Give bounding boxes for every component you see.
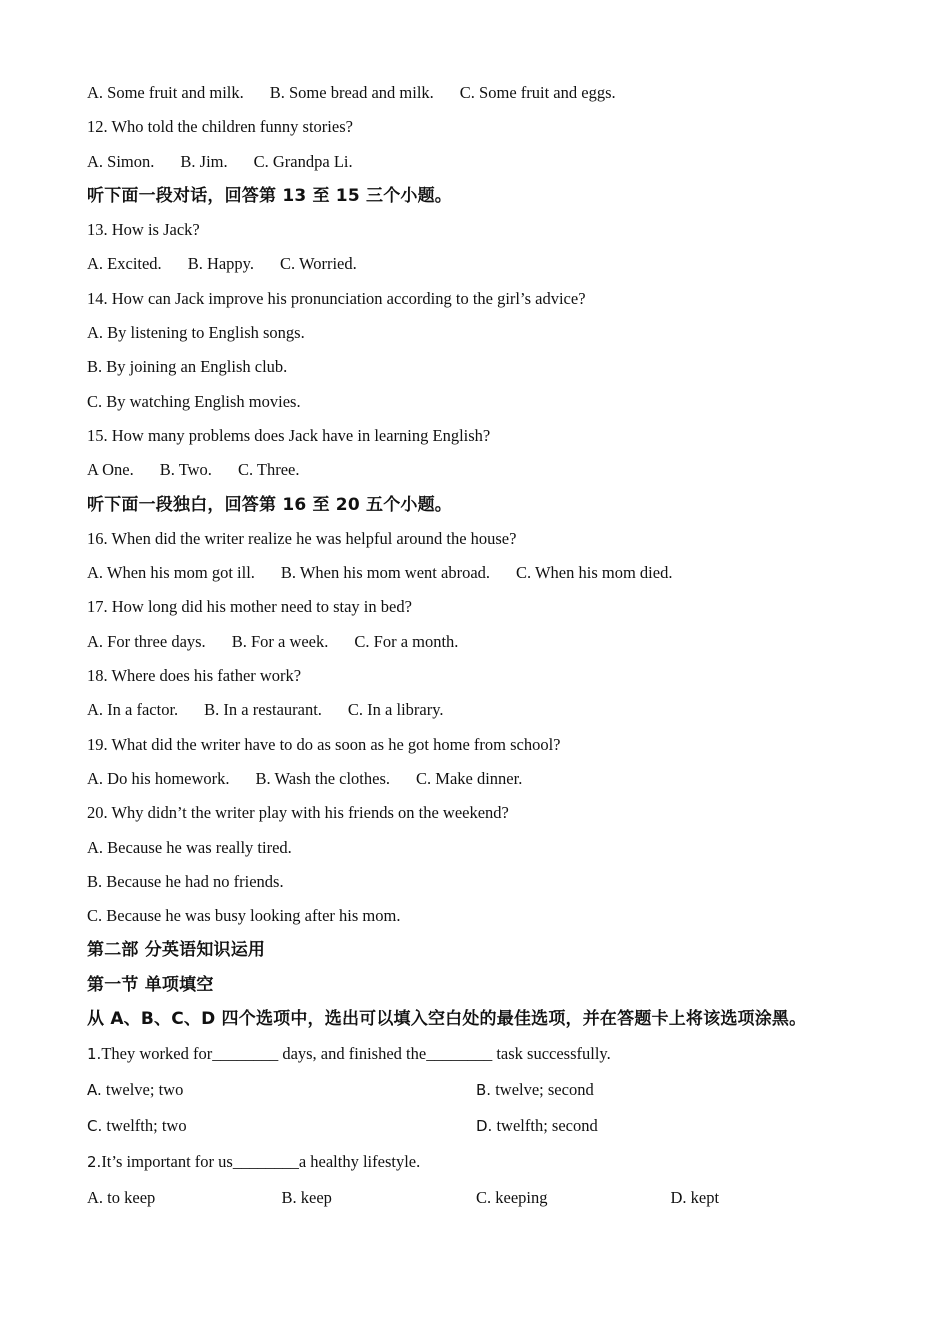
q11-options bbox=[87, 76, 887, 110]
q17-option-c: C. For a month. bbox=[354, 631, 459, 651]
q15-option-a: A One. bbox=[87, 460, 134, 480]
q14-option-b: B. By joining an English club. bbox=[87, 357, 288, 377]
p2-q1-options-row2 bbox=[87, 1108, 887, 1144]
p2-q1-number: 1. bbox=[87, 1045, 102, 1064]
q13-option-b: B. Happy. bbox=[187, 254, 254, 274]
q16-stem: 16. When did the writer realize he was helpful around the house? bbox=[87, 528, 517, 548]
p2-q1-option-c-text: twelfth; two bbox=[102, 1116, 187, 1136]
p2-q1-option-b bbox=[476, 1072, 865, 1108]
q15-options bbox=[87, 453, 887, 487]
q15-stem: 15. How many problems does Jack have in learning English? bbox=[87, 425, 491, 445]
q13-stem: 13. How is Jack? bbox=[87, 220, 200, 240]
p2-q2-text: It’s important for us________a healthy lifestyle. bbox=[101, 1152, 421, 1172]
p2-q2-number: 2. bbox=[87, 1153, 102, 1172]
p2-q2-option-c: C. keeping bbox=[476, 1188, 548, 1208]
q14-option-c: C. By watching English movies. bbox=[87, 391, 301, 411]
heading-dialogue-13-15: 听下面一段对话，回答第 13 至 15 三个小题。 bbox=[87, 185, 452, 206]
q20-option-a: A. Because he was really tired. bbox=[87, 837, 292, 857]
q12-option-a: A. Simon. bbox=[87, 151, 155, 171]
p2-q1-stem bbox=[87, 1036, 887, 1072]
q12-stem: 12. Who told the children funny stories? bbox=[87, 117, 353, 137]
q17-options bbox=[87, 625, 887, 659]
q19-options bbox=[87, 762, 887, 796]
p2-q1-option-b-letter: B. bbox=[476, 1081, 492, 1100]
q17-option-b: B. For a week. bbox=[231, 631, 329, 651]
q19-option-a: A. Do his homework. bbox=[87, 768, 230, 788]
p2-q1-options-row1 bbox=[87, 1072, 887, 1108]
q18-option-b: B. In a restaurant. bbox=[204, 700, 322, 720]
q12-option-b: B. Jim. bbox=[180, 151, 228, 171]
q13-option-a: A. Excited. bbox=[87, 254, 162, 274]
q20-stem: 20. Why didn’t the writer play with his friends on the weekend? bbox=[87, 803, 509, 823]
p2-q1-option-c-letter: C. bbox=[87, 1117, 103, 1136]
p2-q2-option-b: B. keep bbox=[281, 1188, 332, 1208]
q13-option-c: C. Worried. bbox=[280, 254, 357, 274]
p2-q2-stem bbox=[87, 1144, 887, 1180]
q18-option-a: A. In a factor. bbox=[87, 700, 179, 720]
q16-option-a: A. When his mom got ill. bbox=[87, 563, 255, 583]
p2-q2-option-a: A. to keep bbox=[87, 1188, 156, 1208]
q16-option-b: B. When his mom went abroad. bbox=[280, 563, 491, 583]
p2-q1-option-d-letter: D. bbox=[476, 1117, 493, 1136]
q14-stem: 14. How can Jack improve his pronunciation according to the girl’s advice? bbox=[87, 288, 586, 308]
p2-q1-option-a-text: twelve; two bbox=[101, 1080, 184, 1100]
q19-option-c: C. Make dinner. bbox=[416, 768, 523, 788]
p2-q1-option-b-text: twelve; second bbox=[491, 1080, 594, 1100]
q15-option-b: B. Two. bbox=[159, 460, 212, 480]
q18-stem: 18. Where does his father work? bbox=[87, 666, 302, 686]
p2-q1-option-a-letter: A. bbox=[87, 1081, 102, 1100]
q19-stem: 19. What did the writer have to do as soon as he got home from school? bbox=[87, 734, 561, 754]
p2-q2-option-d: D. kept bbox=[670, 1188, 720, 1208]
q11-option-c: C. Some fruit and eggs. bbox=[459, 83, 616, 102]
q14-option-a: A. By listening to English songs. bbox=[87, 323, 305, 343]
p2-q1-option-d bbox=[476, 1108, 865, 1144]
q16-options bbox=[87, 556, 887, 590]
p2-q1-text: They worked for________ days, and finished the________ task successfully. bbox=[101, 1044, 611, 1064]
q12-options bbox=[87, 145, 887, 179]
q12-option-c: C. Grandpa Li. bbox=[253, 151, 353, 171]
p2-q1-option-d-text: twelfth; second bbox=[492, 1116, 598, 1136]
q20-option-b: B. Because he had no friends. bbox=[87, 871, 284, 891]
q17-option-a: A. For three days. bbox=[87, 631, 206, 651]
q20-option-c: C. Because he was busy looking after his mom. bbox=[87, 906, 401, 926]
part2-instruction: 从 A、B、C、D 四个选项中，选出可以填入空白处的最佳选项，并在答题卡上将该选项涂黑。 bbox=[87, 1009, 807, 1030]
part2-section1-title: 第一节 单项填空 bbox=[87, 974, 214, 995]
q11-option-a: A. Some fruit and milk. bbox=[87, 83, 244, 102]
p2-q1-option-a bbox=[87, 1072, 476, 1108]
q17-stem: 17. How long did his mother need to stay in bed? bbox=[87, 597, 412, 617]
q19-option-b: B. Wash the clothes. bbox=[255, 768, 391, 788]
q18-options bbox=[87, 693, 887, 727]
q18-option-c: C. In a library. bbox=[347, 700, 444, 720]
p2-q1-option-c bbox=[87, 1108, 476, 1144]
part2-title: 第二部 分英语知识运用 bbox=[87, 940, 266, 961]
q13-options bbox=[87, 247, 887, 281]
heading-monologue-16-20: 听下面一段独白，回答第 16 至 20 五个小题。 bbox=[87, 494, 452, 515]
q15-option-c: C. Three. bbox=[237, 460, 300, 480]
q11-option-b: B. Some bread and milk. bbox=[269, 83, 434, 102]
q16-option-c: C. When his mom died. bbox=[516, 563, 673, 583]
exam-page bbox=[87, 76, 887, 1216]
p2-q2-options bbox=[87, 1180, 887, 1216]
